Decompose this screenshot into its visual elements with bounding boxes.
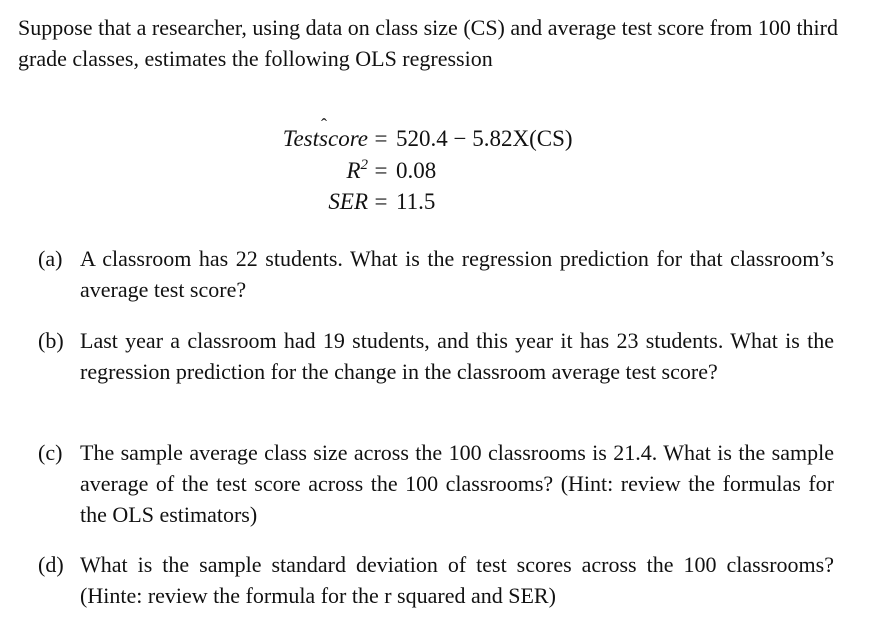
question-text: The sample average class size across the 100 classrooms is 21.4. What is the sample average of the test score across the 100 classrooms? (Hint: review the formulas for the OLS estimators)	[80, 440, 834, 527]
superscript: 2	[360, 157, 368, 173]
equation-rhs: 520.4 − 5.82X(CS)	[396, 126, 573, 151]
question-label: (b)	[38, 328, 64, 353]
equation-lhs: $R^2$	[346, 157, 368, 183]
question-label: (a)	[38, 246, 63, 271]
equation-testscore	[0, 124, 877, 154]
equation-rhs: 11.5	[396, 189, 436, 214]
equals-sign: =	[374, 126, 388, 151]
equals-sign: =	[374, 189, 388, 214]
question-text: What is the sample standard deviation of test scores across the 100 classrooms? (Hinte: review the formula for the r squared and SER)	[80, 552, 834, 608]
question-label: (c)	[38, 440, 63, 465]
equation-ser	[0, 187, 877, 217]
question-text: A classroom has 22 students. What is the regression prediction for that classroom’s average test score?	[80, 246, 834, 302]
question-label: (d)	[38, 552, 64, 577]
equation-rhs: 0.08	[396, 158, 437, 183]
equals-sign: =	[374, 158, 388, 183]
problem-intro: Suppose that a researcher, using data on class size (CS) and average test score from 100 third grade classes, estimates the following OLS regression	[18, 15, 838, 71]
question-text: Last year a classroom had 19 students, and this year it has 23 students. What is the regression prediction for the change in the classroom average test score?	[80, 328, 834, 384]
equation-lhs: Testˆ score	[283, 124, 368, 154]
equation-lhs: SER	[328, 189, 368, 214]
hat-accent: ˆ s	[319, 124, 328, 154]
equation-r-squared	[0, 156, 877, 186]
